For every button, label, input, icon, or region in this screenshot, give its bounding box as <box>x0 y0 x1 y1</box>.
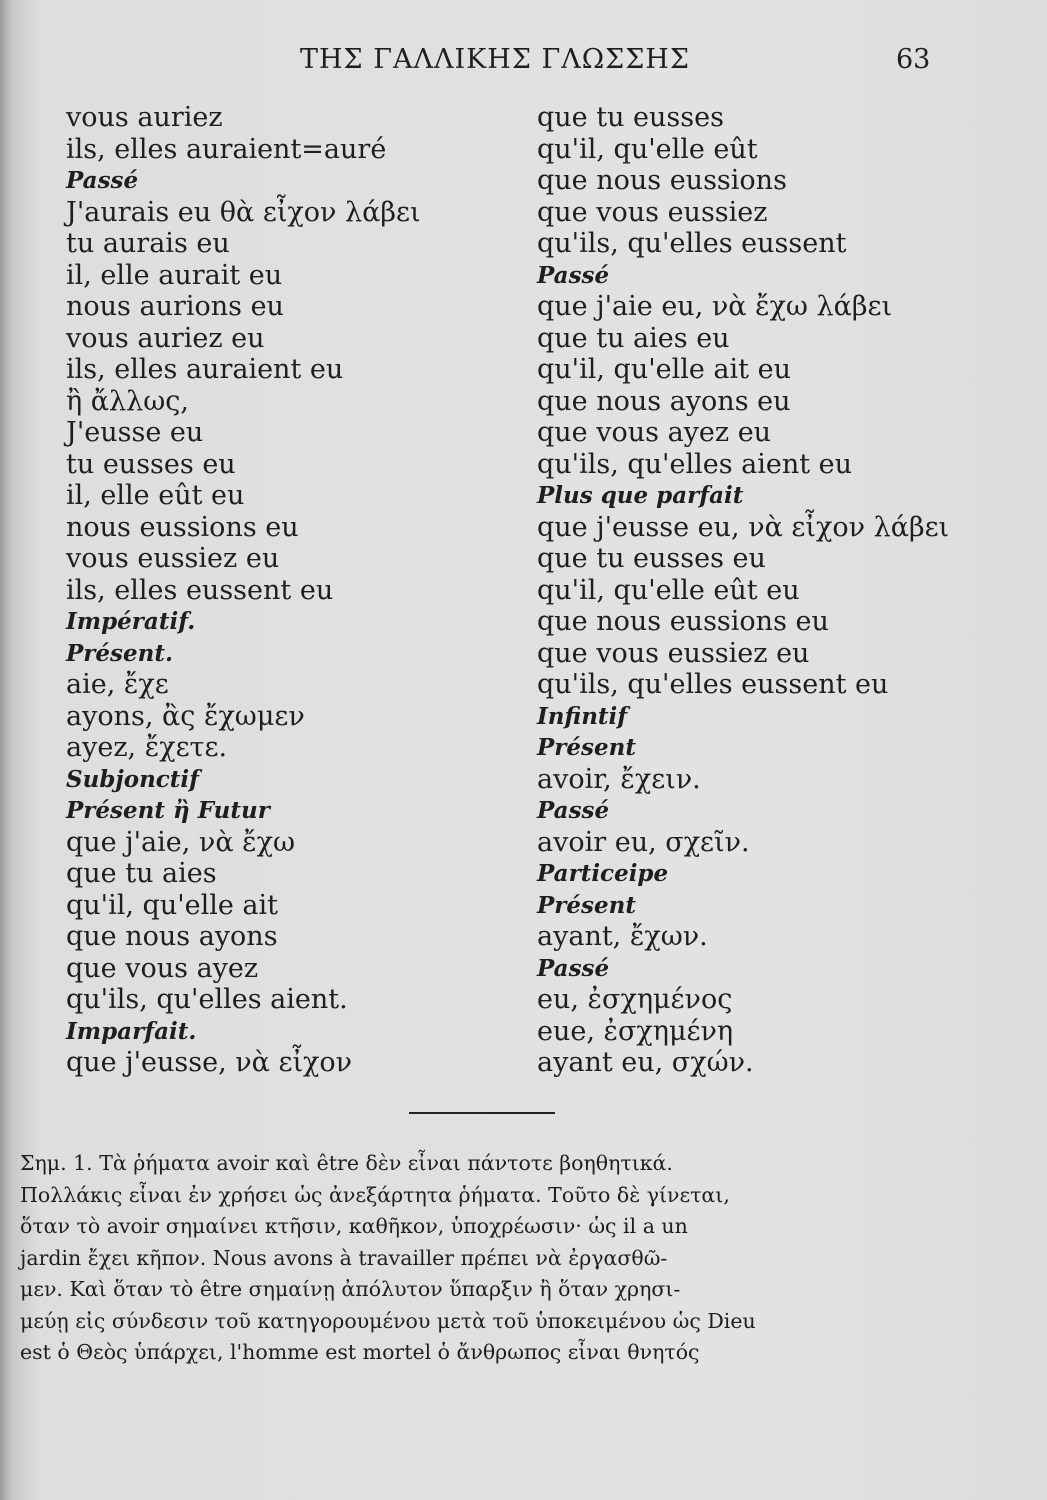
conjugation-line: ayant eu, σχών. <box>537 1047 754 1078</box>
section-heading: Présent ἢ Futur <box>66 797 270 824</box>
conjugation-line: qu'ils, qu'elles aient. <box>66 984 348 1015</box>
footnote-line: jardin ἔχει κῆπον. Nous avons à travailler πρέπει νὰ ἐργασθῶ- <box>20 1245 668 1270</box>
conjugation-line: que tu eusses eu <box>537 543 766 574</box>
conjugation-line: que vous ayez <box>66 952 259 984</box>
conjugation-line: ἢ ἄλλως, <box>66 385 189 417</box>
left-column <box>66 102 506 1079</box>
conjugation-line: nous aurions eu <box>66 291 284 322</box>
conjugation-line: vous auriez eu <box>66 322 265 354</box>
section-heading: Imparfait. <box>66 1017 197 1045</box>
conjugation-line: vous eussiez eu <box>66 543 280 574</box>
conjugation-line: que vous eussiez eu <box>537 637 810 669</box>
conjugation-line: que vous eussiez <box>537 196 768 228</box>
footnote-line: Σημ. 1. Τὰ ῥήματα avoir καὶ être δὲν εἶναι πάντοτε βοηθητικά. <box>20 1151 673 1175</box>
conjugation-line: que j'aie eu, νὰ ἔχω λάβει <box>537 291 893 322</box>
conjugation-line: vous auriez <box>66 102 223 133</box>
conjugation-line: que tu aies <box>66 858 217 889</box>
conjugation-line: que tu aies eu <box>537 322 730 354</box>
conjugation-line: il, elle aurait eu <box>66 259 283 291</box>
footnote-line: μεν. Καὶ ὅταν τὸ être σημαίνῃ ἀπόλυτον ὕπαρξιν ἢ ὅταν χρησι- <box>20 1277 681 1301</box>
conjugation-line: eue, ἐσχημένη <box>537 1015 734 1047</box>
conjugation-line: ils, elles auraient eu <box>66 354 344 385</box>
footnote-divider <box>409 1112 555 1114</box>
section-heading: Présent <box>537 891 636 919</box>
footnote-line: Πολλάκις εἶναι ἐν χρήσει ὡς ἀνεξάρτητα ῥήματα. Τοῦτο δὲ γίνεται, <box>20 1182 730 1207</box>
conjugation-line: ayons, ἂς ἔχωμεν <box>66 700 305 732</box>
conjugation-line: que nous eussions eu <box>537 606 829 637</box>
section-heading: Infintif <box>537 702 628 730</box>
footnote-line: est ὁ Θεὸς ὑπάρχει, l'homme est mortel ὁ ἄνθρωπος εἶναι θνητός <box>20 1340 700 1364</box>
section-heading: Subjonctif <box>66 765 200 793</box>
section-heading: Passé <box>537 797 610 824</box>
conjugation-line: J'aurais eu θὰ εἶχον λάβει <box>66 196 421 228</box>
conjugation-line: J'eusse eu <box>66 417 204 448</box>
conjugation-line: ils, elles auraient=auré <box>66 133 387 165</box>
conjugation-line: qu'il, qu'elle ait eu <box>537 354 791 385</box>
conjugation-line: que j'eusse eu, νὰ εἶχον λάβει <box>537 511 950 543</box>
conjugation-line: qu'il, qu'elle eût <box>537 133 758 165</box>
section-heading: Passé <box>537 261 610 289</box>
section-heading: Passé <box>66 167 139 194</box>
section-heading: Passé <box>537 954 610 982</box>
conjugation-line: avoir eu, σχεῖν. <box>537 826 750 858</box>
section-heading: Particeipe <box>537 860 669 887</box>
conjugation-line: que j'eusse, νὰ εἶχον <box>66 1047 353 1078</box>
conjugation-line: qu'ils, qu'elles eussent eu <box>537 669 889 700</box>
conjugation-line: ils, elles eussent eu <box>66 574 334 606</box>
conjugation-line: que vous ayez eu <box>537 417 772 448</box>
conjugation-line: qu'il, qu'elle eût eu <box>537 574 800 606</box>
section-heading: Impératif. <box>66 608 196 635</box>
conjugation-line: que j'aie, νὰ ἔχω <box>66 826 295 858</box>
conjugation-line: tu eusses eu <box>66 448 236 480</box>
conjugation-line: que nous ayons <box>66 921 278 952</box>
footnote-line: ὅταν τὸ avoir σημαίνει κτῆσιν, καθῆκον, ὑποχρέωσιν· ὡς il a un <box>20 1214 688 1238</box>
footnote-line: μεύῃ εἰς σύνδεσιν τοῦ κατηγορουμένου μετὰ τοῦ ὑποκειμένου ὡς Dieu <box>20 1308 756 1333</box>
conjugation-line: qu'ils, qu'elles aient eu <box>537 448 853 480</box>
conjugation-line: que nous ayons eu <box>537 385 791 417</box>
running-head: ΤΗΣ ΓΑΛΛΙΚΗΣ ΓΛΩΣΣΗΣ <box>300 44 690 75</box>
conjugation-line: avoir, ἔχειν. <box>537 763 701 795</box>
conjugation-line: ayez, ἔχετε. <box>66 732 228 763</box>
conjugation-line: eu, ἐσχημένος <box>537 984 733 1015</box>
conjugation-line: aie, ἔχε <box>66 669 169 700</box>
section-heading: Présent <box>537 734 636 761</box>
conjugation-line: que nous eussions <box>537 165 787 196</box>
conjugation-line: il, elle eût eu <box>66 480 245 511</box>
conjugation-line: que tu eusses <box>537 102 724 133</box>
conjugation-line: qu'ils, qu'elles eussent <box>537 228 847 259</box>
page-number: 63 <box>896 44 931 75</box>
conjugation-line: qu'il, qu'elle ait <box>66 889 279 921</box>
section-heading: Plus que parfait <box>537 482 744 509</box>
conjugation-line: tu aurais eu <box>66 228 230 259</box>
page-header <box>0 44 1047 84</box>
conjugation-line: nous eussions eu <box>66 511 299 543</box>
conjugation-line: ayant, ἔχων. <box>537 921 708 952</box>
footnote <box>20 1148 920 1369</box>
section-heading: Présent. <box>66 639 173 667</box>
right-column <box>537 102 950 1079</box>
